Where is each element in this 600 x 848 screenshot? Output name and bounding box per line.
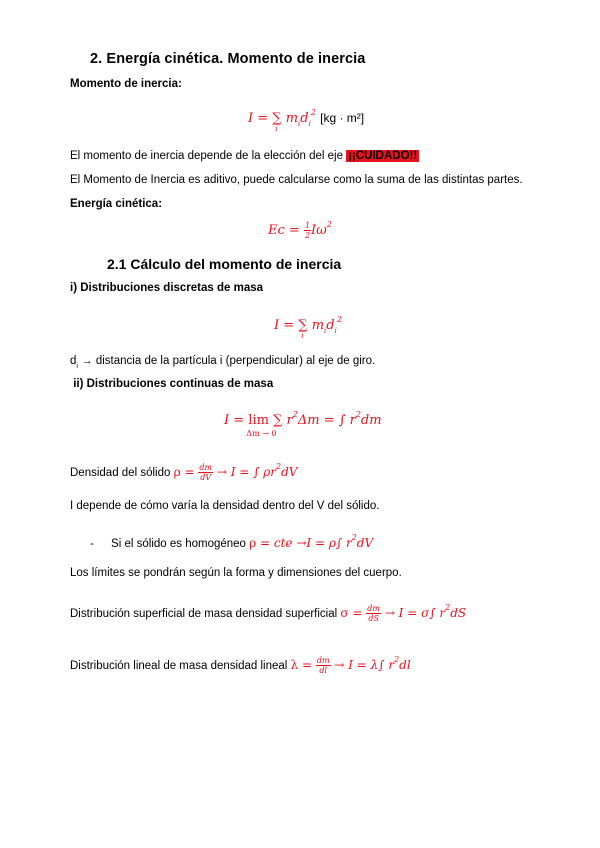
homogeneous-formula: ρ = cte →I = ρ∫ $r^2dV$	[249, 533, 374, 550]
surface-formula: σ = $\frac{dm}{dS}$ → I = σ∫ $r^2dS$	[340, 603, 467, 623]
surface-line	[70, 603, 466, 623]
limits-paragraph: Los límites se pondrán según la forma y dimensiones del cuerpo.	[70, 567, 402, 579]
moment-formula: I = ∑ i $m_id_i^2$ [kg · m²]	[248, 108, 365, 133]
warning-badge: ¡¡CUIDADO!!	[348, 150, 418, 162]
surface-text: Distribución superficial de masa densidad superficial	[70, 608, 341, 620]
linear-line	[70, 655, 411, 675]
section-title: 2. Energía cinética. Momento de inercia	[90, 51, 366, 67]
kinetic-formula: Ec = $\frac{1}{2}$ $I\omega^2$	[268, 220, 332, 240]
bullet-dash: -	[90, 538, 94, 550]
discrete-label: i) Distribuciones discretas de masa	[70, 282, 264, 294]
density-line	[70, 462, 297, 482]
moment-label: Momento de inercia:	[70, 78, 182, 90]
di-sub: i	[76, 363, 78, 370]
density-formula: ρ = $\frac{dm}{dV}$ → I = ∫ $\rho r^2dV$	[173, 462, 298, 482]
depends-text: El momento de inercia depende de la elección del eje	[70, 150, 347, 162]
bullet-homogeneous	[90, 533, 373, 550]
di-definition	[70, 355, 375, 370]
continuous-formula: I = lim Δm → 0 ∑ $r^2\Delta m$ = ∫ $r^2dm$	[224, 410, 382, 438]
additive-paragraph: El Momento de Inercia es aditivo, puede calcularse como la suma de las distintas partes.	[70, 174, 523, 186]
moment-units: [kg · m²]	[320, 111, 365, 125]
di-symbol: d	[70, 355, 77, 367]
depends-paragraph	[70, 150, 419, 162]
discrete-formula: I = ∑ i $m_id_i^2$	[274, 315, 342, 340]
continuous-label: ii) Distribuciones continuas de masa	[70, 378, 274, 390]
depends-density: I depende de cómo varía la densidad dentro del V del sólido.	[70, 500, 380, 512]
subsection-title: 2.1 Cálculo del momento de inercia	[107, 256, 342, 272]
di-text: → distancia de la partícula i (perpendicular) al eje de giro.	[77, 355, 376, 367]
homogeneous-text: Si el sólido es homogéneo	[111, 538, 250, 550]
kinetic-label: Energía cinética:	[70, 198, 163, 210]
linear-text: Distribución lineal de masa densidad lineal	[70, 660, 291, 672]
linear-formula: λ = $\frac{dm}{dl}$ → I = λ∫ $r^2dl$	[290, 655, 411, 675]
density-text: Densidad del sólido	[70, 467, 174, 479]
